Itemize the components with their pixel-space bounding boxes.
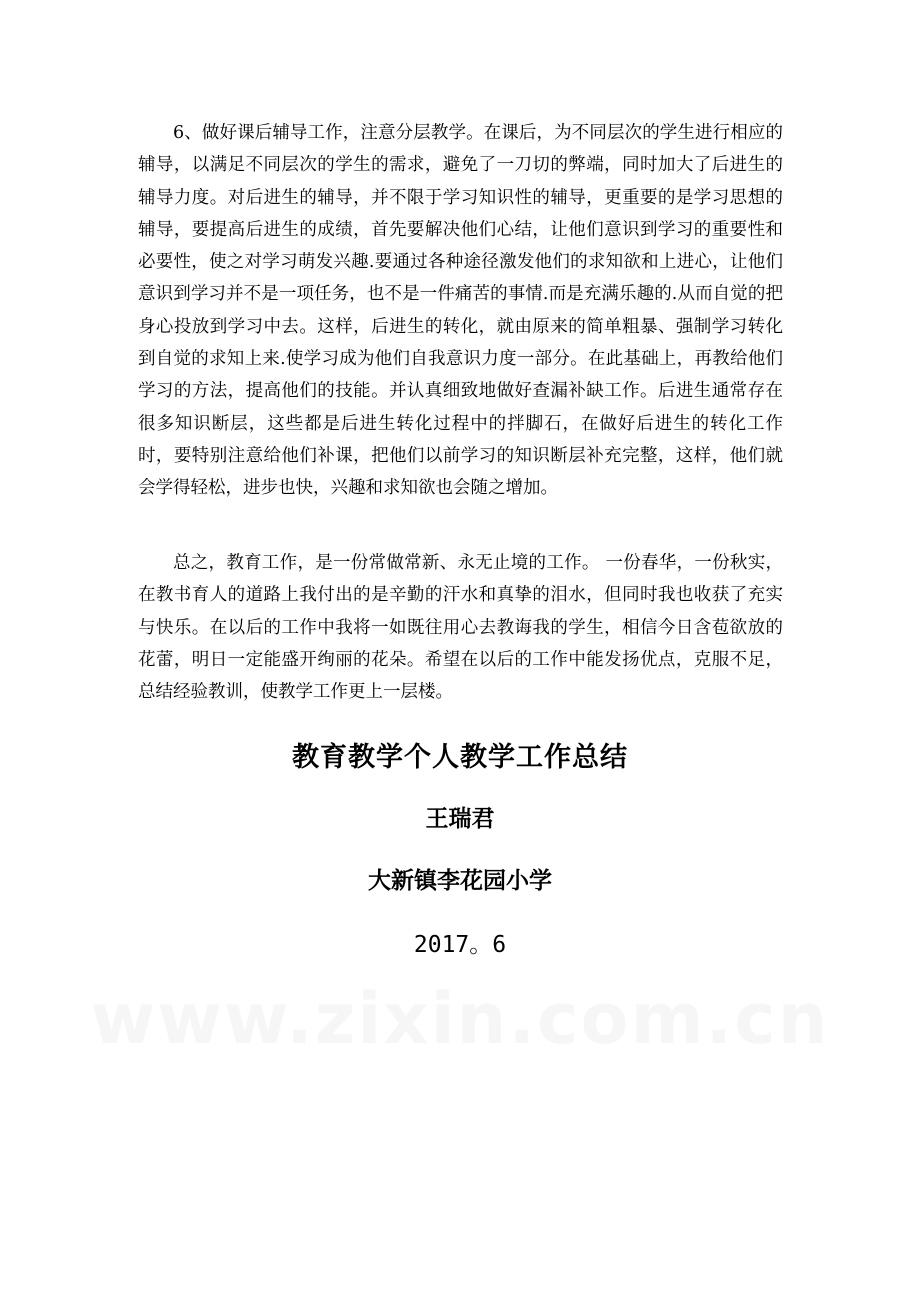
school-name: 大新镇李花园小学 <box>368 868 552 894</box>
document-date: 2017。6 <box>413 932 507 958</box>
author-name: 王瑞君 <box>425 806 495 832</box>
document-title: 教育教学个人教学工作总结 <box>292 742 628 773</box>
body-paragraph: 总之，教育工作，是一份常做常新、永无止境的工作。 一份春华，一份秋实，在教书育人的道路上我付出的是辛勤的汗水和真挚的泪水，但同时我也收获了充实与快乐。在以后的工作中我将一如既往用心去教诲我的学生，相信今日含苞欲放的花蕾，明日一定能盛开绚丽的花朵。希望在以后的工作中能发扬优点，克服不足，总结经验教训，使教学工作更上一层楼。 <box>138 553 783 703</box>
body-paragraph: 6、做好课后辅导工作，注意分层教学。在课后，为不同层次的学生进行相应的辅导，以满足不同层次的学生的需求，避免了一刀切的弊端，同时加大了后进生的辅导力度。对后进生的辅导，并不限于学习知识性的辅导，更重要的是学习思想的辅导，要提高后进生的成绩，首先要解决他们心结，让他们意识到学习的重要性和必要性，使之对学习萌发兴趣.要通过各种途径激发他们的求知欲和上进心，让他们意识到学习并不是一项任务，也不是一件痛苦的事情.而是充满乐趣的.从而自觉的把身心投放到学习中去。这样，后进生的转化，就由原来的简单粗暴、强制学习转化到自觉的求知上来.使学习成为他们自我意识力度一部分。在此基础上，再教给他们学习的方法，提高他们的技能。并认真细致地做好查漏补缺工作。后进生通常存在很多知识断层，这些都是后进生转化过程中的拌脚石，在做好后进生的转化工作时，要特别注意给他们补课，把他们以前学习的知识断层补充完整，这样，他们就会学得轻松，进步也快，兴趣和求知欲也会随之增加。 <box>138 123 783 499</box>
watermark <box>0 978 920 1060</box>
